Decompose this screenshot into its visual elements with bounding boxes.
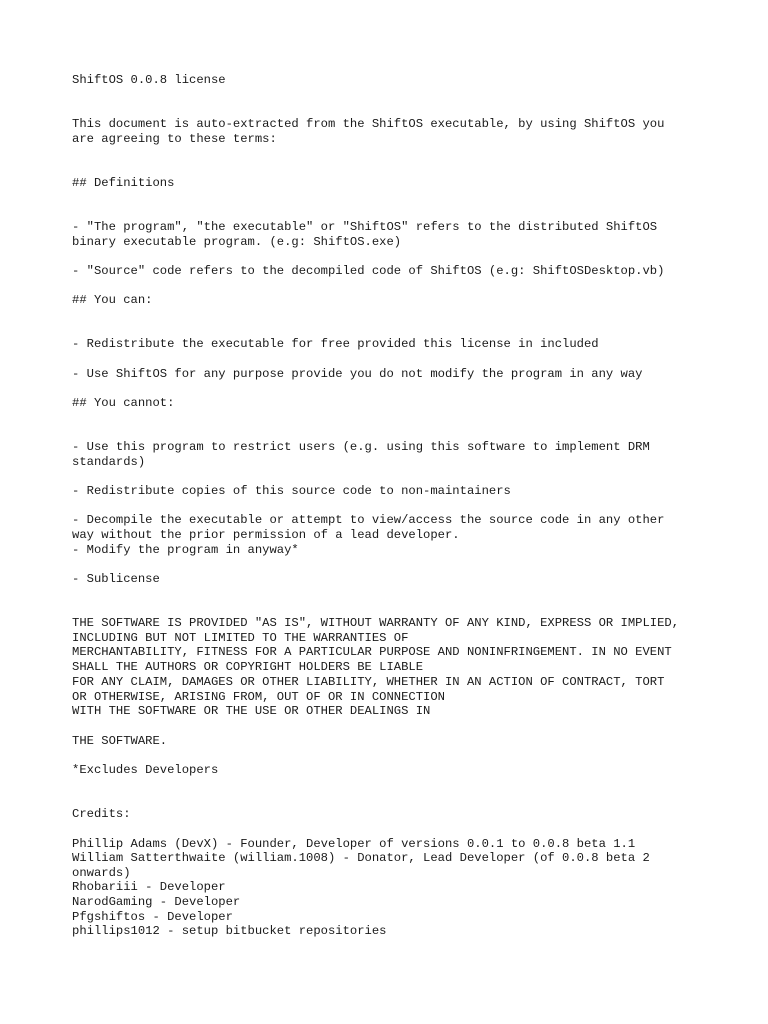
credit-line: Pfgshiftos - Developer <box>72 910 233 924</box>
warranty-line: THE SOFTWARE IS PROVIDED "AS IS", WITHOUT WARRANTY OF ANY KIND, EXPRESS OR IMPLIED, <box>72 616 680 630</box>
definitions-heading: ## Definitions <box>72 176 175 190</box>
credits-heading: Credits: <box>72 807 131 821</box>
can-item: - Use ShiftOS for any purpose provide you do not modify the program in any way <box>72 367 643 381</box>
definition-item: - "Source" code refers to the decompiled code of ShiftOS (e.g: ShiftOSDesktop.vb) <box>72 264 665 278</box>
excludes-note: *Excludes Developers <box>72 763 219 777</box>
warranty-line: INCLUDING BUT NOT LIMITED TO THE WARRANTIES OF <box>72 631 409 645</box>
cannot-item: - Use this program to restrict users (e.g. using this software to implement DRM <box>72 440 650 454</box>
warranty-line: OR OTHERWISE, ARISING FROM, OUT OF OR IN CONNECTION <box>72 690 445 704</box>
cannot-item: - Modify the program in anyway* <box>72 543 299 557</box>
credit-line: Rhobariii - Developer <box>72 880 226 894</box>
intro-line: This document is auto-extracted from the ShiftOS executable, by using ShiftOS you <box>72 117 665 131</box>
credit-line: onwards) <box>72 866 131 880</box>
cannot-item: way without the prior permission of a lead developer. <box>72 528 460 542</box>
intro-line: are agreeing to these terms: <box>72 132 277 146</box>
document-title: ShiftOS 0.0.8 license <box>72 73 226 87</box>
definition-item: - "The program", "the executable" or "ShiftOS" refers to the distributed ShiftOS <box>72 220 658 234</box>
can-item: - Redistribute the executable for free provided this license in included <box>72 337 599 351</box>
can-heading: ## You can: <box>72 293 153 307</box>
warranty-line: WITH THE SOFTWARE OR THE USE OR OTHER DEALINGS IN <box>72 704 431 718</box>
cannot-heading: ## You cannot: <box>72 396 175 410</box>
credit-line: phillips1012 - setup bitbucket repositories <box>72 924 387 938</box>
warranty-line: FOR ANY CLAIM, DAMAGES OR OTHER LIABILITY, WHETHER IN AN ACTION OF CONTRACT, TORT <box>72 675 665 689</box>
cannot-item: - Sublicense <box>72 572 160 586</box>
cannot-item: - Decompile the executable or attempt to view/access the source code in any other <box>72 513 665 527</box>
cannot-item: - Redistribute copies of this source code to non-maintainers <box>72 484 511 498</box>
credit-line: NarodGaming - Developer <box>72 895 241 909</box>
credit-line: William Satterthwaite (william.1008) - Donator, Lead Developer (of 0.0.8 beta 2 <box>72 851 650 865</box>
warranty-line: MERCHANTABILITY, FITNESS FOR A PARTICULAR PURPOSE AND NONINFRINGEMENT. IN NO EVENT <box>72 645 672 659</box>
warranty-line: SHALL THE AUTHORS OR COPYRIGHT HOLDERS BE LIABLE <box>72 660 424 674</box>
definition-item: binary executable program. (e.g: ShiftOS.exe) <box>72 235 402 249</box>
cannot-item: standards) <box>72 455 146 469</box>
warranty-end: THE SOFTWARE. <box>72 734 168 748</box>
credit-line: Phillip Adams (DevX) - Founder, Developer of versions 0.0.1 to 0.0.8 beta 1.1 <box>72 837 636 851</box>
